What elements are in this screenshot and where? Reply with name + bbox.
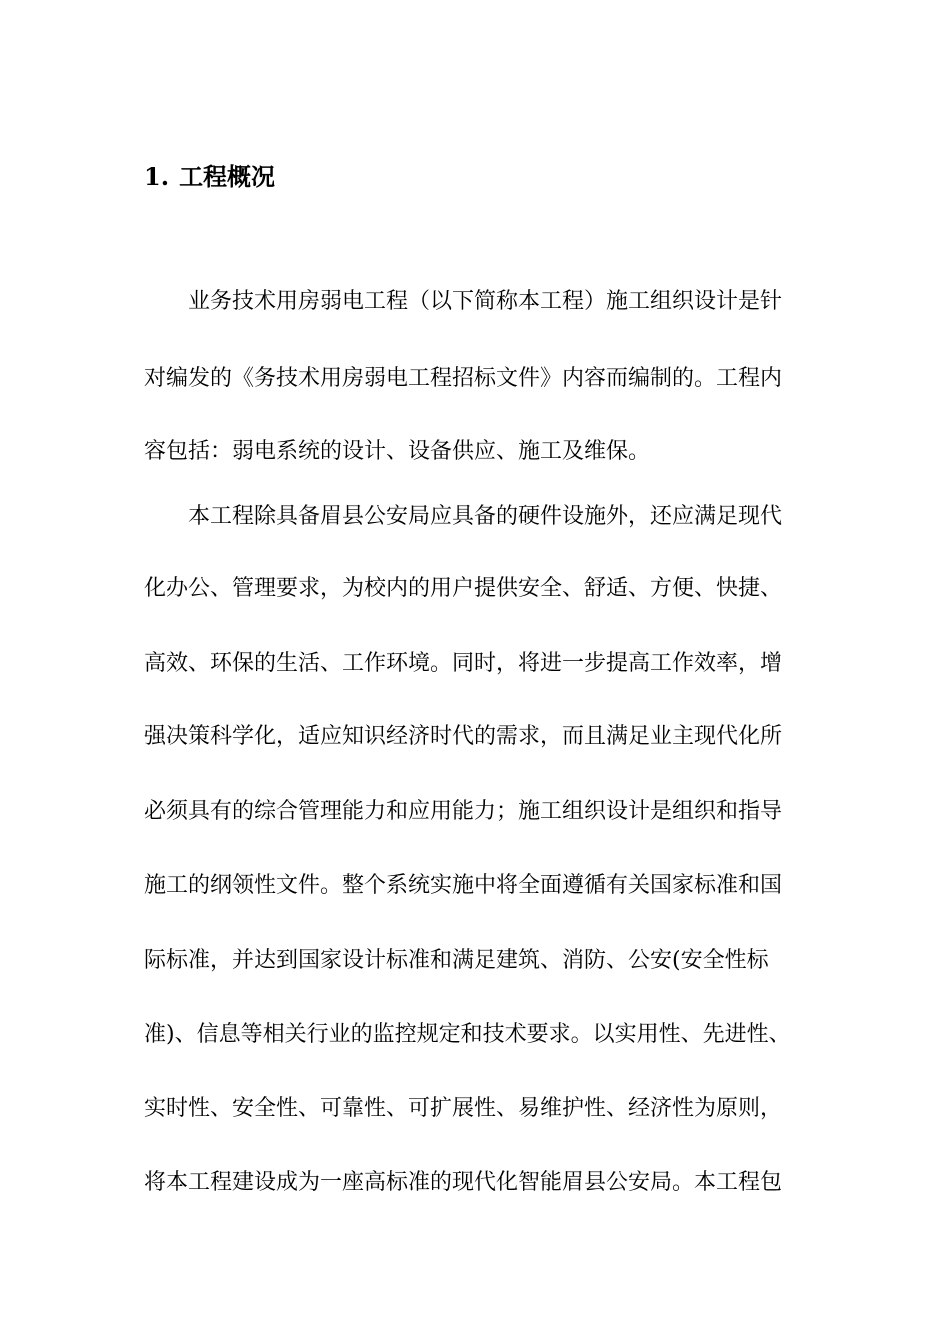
paragraph-2-line-7: 际标准，并达到国家设计标准和满足建筑、消防、公安(安全性标 [144, 948, 769, 973]
section-number: 1. [144, 162, 170, 191]
paragraph-2-line-9: 实时性、安全性、可靠性、可扩展性、易维护性、经济性为原则， [144, 1096, 783, 1121]
paragraph-2-line-2: 化办公、管理要求，为校内的用户提供安全、舒适、方便、快捷、 [144, 576, 783, 601]
paragraph-2-line-10: 将本工程建设成为一座高标准的现代化智能眉县公安局。本工程包 [144, 1170, 783, 1195]
paragraph-2-line-8: 准)、信息等相关行业的监控规定和技术要求。以实用性、先进性、 [144, 1022, 791, 1047]
paragraph-2-line-1: 本工程除具备眉县公安局应具备的硬件设施外，还应满足现代 [188, 504, 783, 529]
paragraph-2-line-5: 必须具有的综合管理能力和应用能力；施工组织设计是组织和指导 [144, 799, 783, 824]
paragraph-1-line-1: 业务技术用房弱电工程（以下简称本工程）施工组织设计是针 [188, 289, 783, 314]
paragraph-1-line-2: 对编发的《务技术用房弱电工程招标文件》内容而编制的。工程内 [144, 366, 783, 391]
paragraph-2-line-4: 强决策科学化，适应知识经济时代的需求，而且满足业主现代化所 [144, 724, 783, 749]
paragraph-1-line-3: 容包括：弱电系统的设计、设备供应、施工及维保。 [144, 439, 651, 464]
section-heading [144, 160, 275, 194]
paragraph-2-line-3: 高效、环保的生活、工作环境。同时，将进一步提高工作效率，增 [144, 651, 783, 676]
paragraph-2-line-6: 施工的纲领性文件。整个系统实施中将全面遵循有关国家标准和国 [144, 873, 783, 898]
section-title: 工程概况 [179, 162, 276, 191]
